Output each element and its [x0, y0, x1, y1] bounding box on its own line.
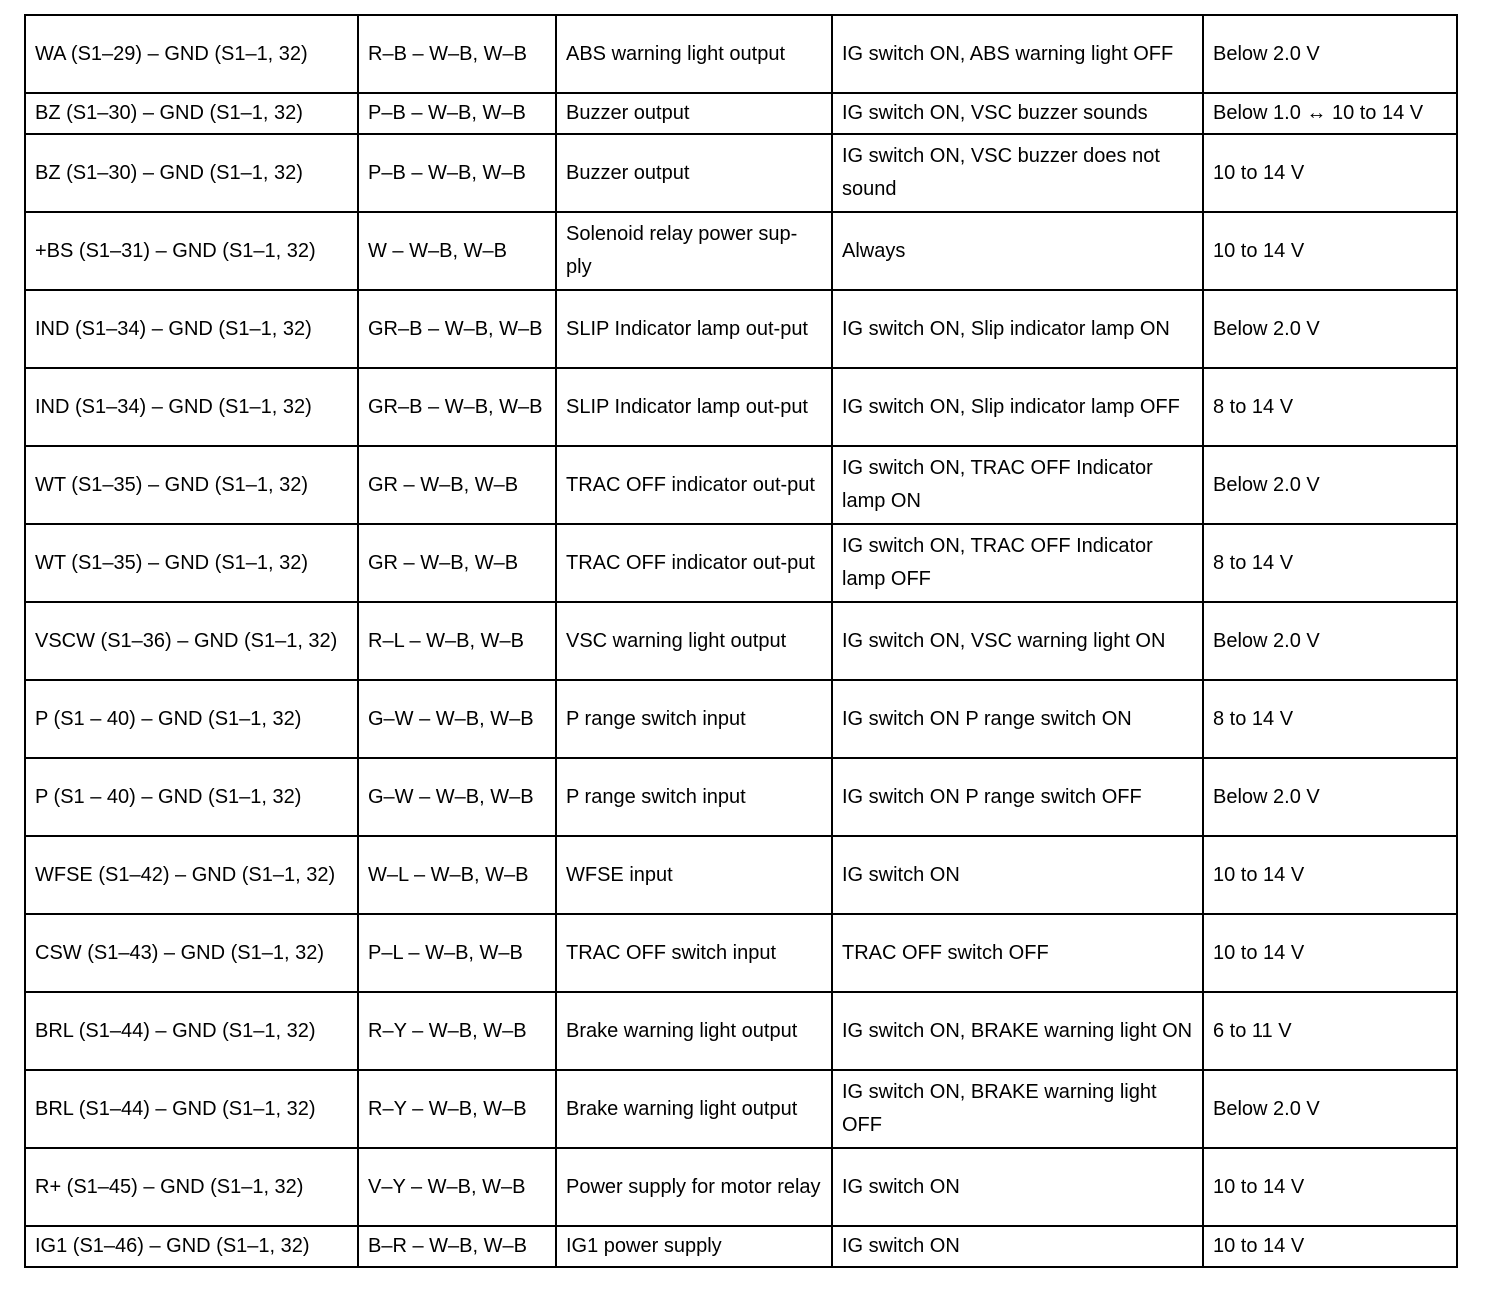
terminal-description-cell: IG1 power supply: [556, 1226, 832, 1267]
document-page: [24, 14, 1456, 1268]
condition-cell: IG switch ON: [832, 1148, 1203, 1226]
terminal-description-cell: WFSE input: [556, 836, 832, 914]
terminal-cell: R+ (S1–45) – GND (S1–1, 32): [25, 1148, 358, 1226]
terminal-cell: VSCW (S1–36) – GND (S1–1, 32): [25, 602, 358, 680]
terminal-cell: IND (S1–34) – GND (S1–1, 32): [25, 290, 358, 368]
specified-condition-cell: 8 to 14 V: [1203, 368, 1457, 446]
specified-condition-cell: 10 to 14 V: [1203, 914, 1457, 992]
condition-cell: TRAC OFF switch OFF: [832, 914, 1203, 992]
specified-condition-cell: Below 1.0 ↔ 10 to 14 V: [1203, 93, 1457, 134]
terminal-cell: IG1 (S1–46) – GND (S1–1, 32): [25, 1226, 358, 1267]
condition-cell: IG switch ON, VSC buzzer does not sound: [832, 134, 1203, 212]
specified-condition-cell: 10 to 14 V: [1203, 212, 1457, 290]
terminal-cell: BZ (S1–30) – GND (S1–1, 32): [25, 93, 358, 134]
condition-cell: IG switch ON, Slip indicator lamp OFF: [832, 368, 1203, 446]
wiring-color-cell: G–W – W–B, W–B: [358, 680, 556, 758]
terminal-description-cell: VSC warning light output: [556, 602, 832, 680]
condition-cell: IG switch ON: [832, 836, 1203, 914]
condition-cell: IG switch ON, BRAKE warning light OFF: [832, 1070, 1203, 1148]
condition-cell: IG switch ON, BRAKE warning light ON: [832, 992, 1203, 1070]
terminal-description-cell: SLIP Indicator lamp out-put: [556, 290, 832, 368]
condition-cell: IG switch ON P range switch ON: [832, 680, 1203, 758]
table-row: [25, 602, 1457, 680]
wiring-color-cell: GR–B – W–B, W–B: [358, 290, 556, 368]
wiring-color-cell: G–W – W–B, W–B: [358, 758, 556, 836]
table-row: [25, 524, 1457, 602]
specified-condition-cell: 10 to 14 V: [1203, 134, 1457, 212]
specified-condition-cell: Below 2.0 V: [1203, 602, 1457, 680]
terminal-cell: WT (S1–35) – GND (S1–1, 32): [25, 524, 358, 602]
specified-condition-cell: Below 2.0 V: [1203, 1070, 1457, 1148]
terminal-description-cell: P range switch input: [556, 758, 832, 836]
terminal-description-cell: P range switch input: [556, 680, 832, 758]
specified-condition-cell: 6 to 11 V: [1203, 992, 1457, 1070]
specified-condition-cell: 10 to 14 V: [1203, 1226, 1457, 1267]
terminal-description-cell: TRAC OFF switch input: [556, 914, 832, 992]
table-row: [25, 368, 1457, 446]
wiring-color-cell: W–L – W–B, W–B: [358, 836, 556, 914]
wiring-color-cell: B–R – W–B, W–B: [358, 1226, 556, 1267]
table-row: [25, 914, 1457, 992]
terminal-cell: BRL (S1–44) – GND (S1–1, 32): [25, 1070, 358, 1148]
specified-condition-cell: 8 to 14 V: [1203, 524, 1457, 602]
table-row: [25, 212, 1457, 290]
terminal-cell: BZ (S1–30) – GND (S1–1, 32): [25, 134, 358, 212]
specified-condition-cell: Below 2.0 V: [1203, 290, 1457, 368]
specified-condition-cell: 10 to 14 V: [1203, 1148, 1457, 1226]
terminal-cell: BRL (S1–44) – GND (S1–1, 32): [25, 992, 358, 1070]
terminal-cell: +BS (S1–31) – GND (S1–1, 32): [25, 212, 358, 290]
terminal-cell: CSW (S1–43) – GND (S1–1, 32): [25, 914, 358, 992]
specified-condition-cell: Below 2.0 V: [1203, 15, 1457, 93]
table-row: [25, 992, 1457, 1070]
table-row: [25, 758, 1457, 836]
terminal-description-cell: TRAC OFF indicator out-put: [556, 446, 832, 524]
terminal-cell: WT (S1–35) – GND (S1–1, 32): [25, 446, 358, 524]
wiring-color-cell: R–L – W–B, W–B: [358, 602, 556, 680]
condition-cell: IG switch ON, TRAC OFF Indicator lamp OFF: [832, 524, 1203, 602]
condition-cell: IG switch ON, ABS warning light OFF: [832, 15, 1203, 93]
wiring-color-cell: R–Y – W–B, W–B: [358, 1070, 556, 1148]
wiring-color-cell: GR – W–B, W–B: [358, 524, 556, 602]
wiring-color-cell: P–L – W–B, W–B: [358, 914, 556, 992]
table-row: [25, 446, 1457, 524]
terminal-cell: WA (S1–29) – GND (S1–1, 32): [25, 15, 358, 93]
condition-cell: IG switch ON: [832, 1226, 1203, 1267]
wiring-color-cell: GR–B – W–B, W–B: [358, 368, 556, 446]
condition-cell: IG switch ON, TRAC OFF Indicator lamp ON: [832, 446, 1203, 524]
condition-cell: IG switch ON P range switch OFF: [832, 758, 1203, 836]
terminal-description-cell: Power supply for motor relay: [556, 1148, 832, 1226]
table-row: [25, 1148, 1457, 1226]
terminal-description-cell: Brake warning light output: [556, 992, 832, 1070]
wiring-color-cell: W – W–B, W–B: [358, 212, 556, 290]
table-row: [25, 1070, 1457, 1148]
terminal-cell: WFSE (S1–42) – GND (S1–1, 32): [25, 836, 358, 914]
terminal-description-cell: SLIP Indicator lamp out-put: [556, 368, 832, 446]
specified-condition-cell: Below 2.0 V: [1203, 758, 1457, 836]
terminal-description-cell: Buzzer output: [556, 93, 832, 134]
terminal-description-cell: Buzzer output: [556, 134, 832, 212]
terminal-voltage-table: [24, 14, 1458, 1268]
terminal-description-cell: Brake warning light output: [556, 1070, 832, 1148]
specified-condition-cell: 8 to 14 V: [1203, 680, 1457, 758]
wiring-color-cell: P–B – W–B, W–B: [358, 93, 556, 134]
table-row: [25, 836, 1457, 914]
table-row: [25, 93, 1457, 134]
wiring-color-cell: R–Y – W–B, W–B: [358, 992, 556, 1070]
terminal-description-cell: TRAC OFF indicator out-put: [556, 524, 832, 602]
condition-cell: IG switch ON, VSC warning light ON: [832, 602, 1203, 680]
terminal-cell: IND (S1–34) – GND (S1–1, 32): [25, 368, 358, 446]
table-row: [25, 1226, 1457, 1267]
table-row: [25, 290, 1457, 368]
table-row: [25, 134, 1457, 212]
condition-cell: IG switch ON, VSC buzzer sounds: [832, 93, 1203, 134]
wiring-color-cell: GR – W–B, W–B: [358, 446, 556, 524]
wiring-color-cell: R–B – W–B, W–B: [358, 15, 556, 93]
terminal-description-cell: ABS warning light output: [556, 15, 832, 93]
table-row: [25, 680, 1457, 758]
condition-cell: IG switch ON, Slip indicator lamp ON: [832, 290, 1203, 368]
terminal-cell: P (S1 – 40) – GND (S1–1, 32): [25, 680, 358, 758]
wiring-color-cell: V–Y – W–B, W–B: [358, 1148, 556, 1226]
terminal-description-cell: Solenoid relay power sup-ply: [556, 212, 832, 290]
wiring-color-cell: P–B – W–B, W–B: [358, 134, 556, 212]
specified-condition-cell: 10 to 14 V: [1203, 836, 1457, 914]
terminal-cell: P (S1 – 40) – GND (S1–1, 32): [25, 758, 358, 836]
specified-condition-cell: Below 2.0 V: [1203, 446, 1457, 524]
table-row: [25, 15, 1457, 93]
condition-cell: Always: [832, 212, 1203, 290]
